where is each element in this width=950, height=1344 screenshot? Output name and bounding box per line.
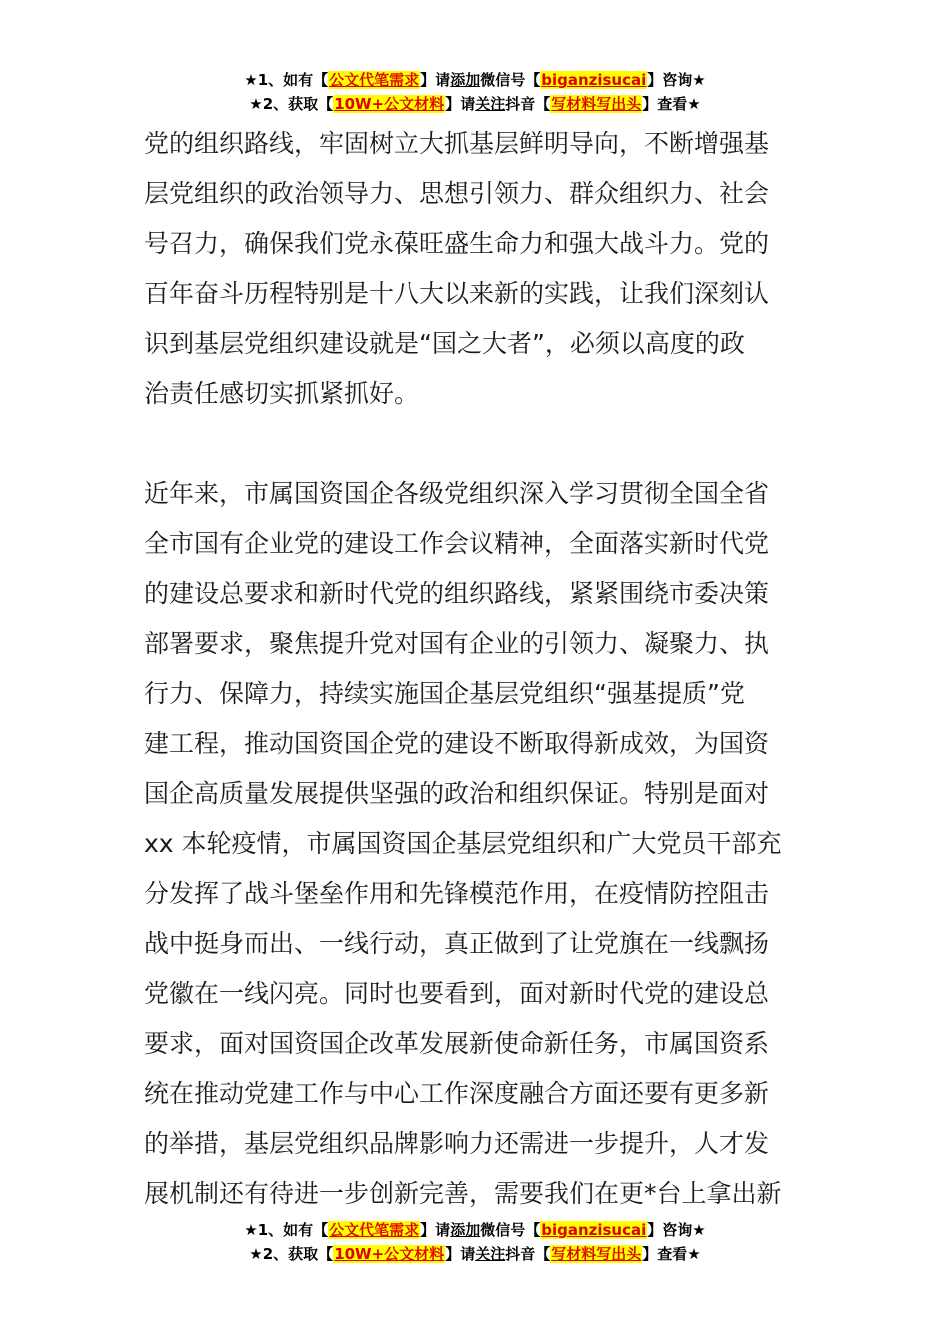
text-line: 近年来，市属国资国企各级党组织深入学习贯彻全国全省 xyxy=(144,479,770,508)
banner-text: 】咨询★ xyxy=(647,1221,706,1239)
text-line: 号召力，确保我们党永葆旺盛生命力和强大战斗力。党的 xyxy=(144,229,770,258)
text-line: 行力、保障力，持续实施国企基层党组织“强基提质”党 xyxy=(144,679,745,708)
banner-text: 】请 xyxy=(420,71,451,89)
paragraph-1 xyxy=(144,119,814,419)
banner-highlight: 写材料写出头 xyxy=(551,95,642,113)
banner-line-2 xyxy=(0,92,950,116)
text-line: 识到基层党组织建设就是“国之大者”，必须以高度的政 xyxy=(144,329,745,358)
banner-highlight: 10W+公文材料 xyxy=(334,95,445,113)
text-line: 百年奋斗历程特别是十八大以来新的实践，让我们深刻认 xyxy=(144,279,770,308)
banner-underlined-text: 添加 xyxy=(450,71,481,89)
banner-highlight: 写材料写出头 xyxy=(551,1245,642,1263)
banner-highlight: 10W+公文材料 xyxy=(334,1245,445,1263)
banner-highlight: biganzisucai xyxy=(541,1221,647,1239)
text-line: 的举措，基层党组织品牌影响力还需进一步提升，人才发 xyxy=(144,1129,770,1158)
banner-text: 】请 xyxy=(445,1245,476,1263)
banner-text: ★1、如有【 xyxy=(244,1221,329,1239)
banner-text: ★2、获取【 xyxy=(249,95,334,113)
text-line: 战中挺身而出、一线行动，真正做到了让党旗在一线飘扬 xyxy=(144,929,770,958)
banner-line-2 xyxy=(0,1242,950,1266)
banner-text: ★1、如有【 xyxy=(244,71,329,89)
banner-line-1 xyxy=(0,1218,950,1242)
text-line: 治责任感切实抓紧抓好。 xyxy=(144,379,420,408)
banner-text: 微信号【 xyxy=(480,71,541,89)
text-line: xx 本轮疫情，市属国资国企基层党组织和广大党员干部充 xyxy=(144,829,782,858)
banner-text: 】查看★ xyxy=(642,95,701,113)
banner-underlined-text: 关注 xyxy=(475,95,506,113)
banner-text: 】请 xyxy=(420,1221,451,1239)
banner-highlight: 公文代笔需求 xyxy=(329,71,420,89)
text-line: 要求，面对国资国企改革发展新使命新任务，市属国资系 xyxy=(144,1029,770,1058)
text-line: 党徽在一线闪亮。同时也要看到，面对新时代党的建设总 xyxy=(144,979,770,1008)
banner-line-1 xyxy=(0,68,950,92)
header-banner xyxy=(0,68,950,116)
text-line: 展机制还有待进一步创新完善，需要我们在更*台上拿出新 xyxy=(144,1179,782,1208)
banner-text: ★2、获取【 xyxy=(249,1245,334,1263)
text-line: 层党组织的政治领导力、思想引领力、群众组织力、社会 xyxy=(144,179,770,208)
banner-text: 】咨询★ xyxy=(647,71,706,89)
text-line: 部署要求，聚焦提升党对国有企业的引领力、凝聚力、执 xyxy=(144,629,770,658)
text-line: 党的组织路线，牢固树立大抓基层鲜明导向，不断增强基 xyxy=(144,129,770,158)
banner-text: 抖音【 xyxy=(505,95,551,113)
text-line: 统在推动党建工作与中心工作深度融合方面还要有更多新 xyxy=(144,1079,770,1108)
banner-highlight: 公文代笔需求 xyxy=(329,1221,420,1239)
banner-highlight: biganzisucai xyxy=(541,71,647,89)
banner-text: 】请 xyxy=(445,95,476,113)
text-line: 全市国有企业党的建设工作会议精神，全面落实新时代党 xyxy=(144,529,770,558)
paragraph-2 xyxy=(144,469,814,1219)
text-line: 建工程，推动国资国企党的建设不断取得新成效，为国资 xyxy=(144,729,770,758)
banner-text: 】查看★ xyxy=(642,1245,701,1263)
banner-text: 微信号【 xyxy=(480,1221,541,1239)
footer-banner xyxy=(0,1218,950,1266)
banner-underlined-text: 关注 xyxy=(475,1245,506,1263)
text-line: 分发挥了战斗堡垒作用和先锋模范作用，在疫情防控阻击 xyxy=(144,879,770,908)
banner-text: 抖音【 xyxy=(505,1245,551,1263)
banner-underlined-text: 添加 xyxy=(450,1221,481,1239)
text-line: 的建设总要求和新时代党的组织路线，紧紧围绕市委决策 xyxy=(144,579,770,608)
text-line: 国企高质量发展提供坚强的政治和组织保证。特别是面对 xyxy=(144,779,770,808)
